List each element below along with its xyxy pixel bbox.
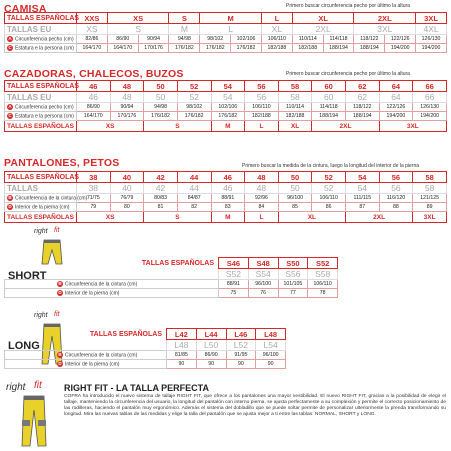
size-cell: XL: [261, 24, 292, 35]
short-eu-row: [5, 269, 338, 280]
measure-cell: 71/75: [77, 194, 111, 203]
logo-fit-text: fit: [54, 311, 60, 318]
measure-cell: 182/188: [245, 112, 279, 121]
cazadoras-note: Primero buscar circunferencia pecho por último la altura: [286, 71, 410, 77]
measure-cell: 102/106: [211, 103, 245, 112]
measure-cell: 170/176: [138, 44, 169, 53]
cazadoras-es-label: TALLAS ESPAÑOLAS: [5, 121, 77, 132]
logo-right-text: right: [34, 228, 48, 235]
badge-a-icon: A: [8, 35, 12, 41]
size-cell: M: [211, 121, 245, 132]
measure-cell: 85: [278, 203, 312, 212]
size-cell: 42: [144, 172, 178, 183]
size-cell: 38: [77, 183, 111, 194]
badge-b-icon: B: [8, 194, 12, 200]
logo-fit-text: fit: [34, 380, 42, 391]
size-cell: 58: [413, 183, 447, 194]
cazadoras-eu-label: TALLAS EU: [5, 92, 77, 103]
row-label: A Circunferencia pecho (cm): [5, 35, 77, 44]
measure-cell: 194/200: [416, 44, 447, 53]
measure-cell: 90: [226, 360, 256, 369]
size-cell: 2XL: [354, 13, 416, 24]
measure-cell: 182/188: [261, 44, 292, 53]
size-cell: 42: [144, 183, 178, 194]
row-label: A Circunferencia pecho (cm): [5, 103, 77, 112]
measure-cell: 188/194: [354, 44, 385, 53]
pantalones-eu-label: TALLAS: [5, 183, 77, 194]
pantalones-es-row: [5, 212, 447, 223]
pantalones-title: PANTALONES, PETOS: [4, 157, 120, 169]
measure-cell: 84: [245, 203, 279, 212]
measure-cell: 98/102: [200, 35, 231, 44]
size-cell: 40: [110, 183, 144, 194]
size-cell: 56: [379, 172, 413, 183]
measure-cell: 90: [256, 360, 286, 369]
measure-cell: 121/125: [413, 194, 447, 203]
size-cell: S: [107, 24, 169, 35]
camisa-title: CAMISA: [4, 3, 47, 15]
size-cell: L: [245, 212, 279, 223]
size-cell: XS: [77, 212, 144, 223]
size-cell: 48: [110, 92, 144, 103]
measure-cell: 76: [248, 289, 278, 298]
long-label: LONG: [8, 340, 40, 352]
pantalones-row-b: [5, 194, 447, 203]
size-cell: 62: [346, 92, 380, 103]
measure-cell: 89: [413, 203, 447, 212]
measure-cell: 188/194: [346, 112, 380, 121]
rightfit-title: RIGHT FIT - LA TALLA PERFECTA: [64, 383, 209, 393]
size-cell: S: [144, 121, 211, 132]
row-label: B Circunferencia de la cintura (cm): [5, 351, 167, 360]
measure-cell: 176/182: [200, 44, 231, 53]
measure-cell: 164/170: [77, 44, 108, 53]
row-label: D Interior de la pierna (cm): [5, 289, 219, 298]
measure-cell: 84/87: [177, 194, 211, 203]
measure-cell: 126/130: [416, 35, 447, 44]
cazadoras-num-label: TALLAS ESPAÑOLAS: [5, 81, 77, 92]
measure-cell: 76/79: [110, 194, 144, 203]
short-row-d: [5, 289, 338, 298]
size-cell: L: [200, 24, 262, 35]
measure-cell: 96/100: [248, 280, 278, 289]
measure-cell: 92/96: [245, 194, 279, 203]
measure-cell: 81/85: [167, 351, 197, 360]
size-cell: 3XL: [416, 13, 447, 24]
size-cell: 64: [379, 81, 413, 92]
measure-cell: 182/188: [278, 112, 312, 121]
size-cell: XL: [292, 13, 354, 24]
long-eu-row: [5, 340, 286, 351]
camisa-table: [4, 12, 447, 53]
measure-cell: 101/105: [278, 280, 308, 289]
measure-cell: 176/182: [211, 112, 245, 121]
row-label: D Interior de la pierna (cm): [5, 360, 167, 369]
short-row-b: [5, 280, 338, 289]
size-cell: 2XL: [346, 212, 413, 223]
cazadoras-es-row: [5, 121, 447, 132]
measure-cell: 88: [379, 203, 413, 212]
size-cell: M: [200, 13, 262, 24]
spacer-cell: [5, 340, 167, 351]
measure-cell: 118/122: [346, 103, 380, 112]
size-cell: 56: [379, 183, 413, 194]
size-cell: 64: [379, 92, 413, 103]
size-cell: M: [169, 24, 200, 35]
size-cell: 46: [211, 183, 245, 194]
measure-cell: 75: [219, 289, 249, 298]
badge-c-icon: C: [8, 44, 12, 50]
size-cell: 40: [110, 172, 144, 183]
measure-cell: 102/106: [231, 35, 262, 44]
measure-cell: 80/83: [144, 194, 178, 203]
measure-cell: 90: [196, 360, 226, 369]
size-cell: 48: [110, 81, 144, 92]
badge-b-icon: B: [58, 351, 62, 357]
cazadoras-eu-row: [5, 92, 447, 103]
size-cell: 52: [312, 172, 346, 183]
cazadoras-row-a: [5, 103, 447, 112]
size-cell: L42: [167, 329, 197, 340]
badge-b-icon: B: [58, 280, 62, 286]
measure-cell: 96/100: [256, 351, 286, 360]
row-label: B Circunferencia de la cintura (cm): [5, 280, 219, 289]
size-cell: S48: [248, 258, 278, 269]
row-label: C Estatura e la persona (cm): [5, 44, 77, 53]
measure-cell: 114/118: [323, 35, 354, 44]
size-cell: L48: [167, 340, 197, 351]
measure-cell: 164/170: [107, 44, 138, 53]
size-cell: 50: [144, 92, 178, 103]
cazadoras-row-c: [5, 112, 447, 121]
size-cell: 48: [245, 183, 279, 194]
badge-c-icon: C: [8, 112, 12, 118]
logo-right-text: right: [6, 382, 26, 393]
pantalones-eu-row: [5, 183, 447, 194]
measure-cell: 106/110: [308, 280, 338, 289]
pantalones-table: [4, 171, 447, 223]
measure-cell: 90: [167, 360, 197, 369]
measure-cell: 88/91: [219, 280, 249, 289]
measure-cell: 188/194: [312, 112, 346, 121]
size-cell: 62: [346, 81, 380, 92]
cazadoras-title: CAZADORAS, CHALECOS, BUZOS: [4, 68, 184, 80]
measure-cell: 77: [278, 289, 308, 298]
pantalones-es-label: TALLAS ESPAÑOLAS: [5, 212, 77, 223]
measure-cell: 122/126: [385, 35, 416, 44]
long-row-b: [5, 351, 286, 360]
measure-cell: 106/110: [245, 103, 279, 112]
size-cell: XL: [278, 121, 312, 132]
size-cell: 56: [245, 92, 279, 103]
size-cell: 52: [177, 92, 211, 103]
measure-cell: 81: [144, 203, 178, 212]
size-cell: 52: [312, 183, 346, 194]
camisa-note: Primero buscar circunferencia pecho por último la altura: [286, 3, 410, 9]
camisa-row-a: [5, 35, 447, 44]
measure-cell: 194/200: [385, 44, 416, 53]
measure-cell: 164/170: [77, 112, 111, 121]
size-cell: S58: [308, 269, 338, 280]
logo-fit-text: fit: [54, 227, 60, 234]
camisa-es-label: TALLAS ESPAÑOLAS: [5, 13, 77, 24]
size-cell: 44: [177, 172, 211, 183]
measure-cell: 90/94: [138, 35, 169, 44]
measure-cell: 110/114: [278, 103, 312, 112]
size-cell: 4XL: [416, 24, 447, 35]
badge-d-icon: D: [8, 203, 12, 209]
size-cell: 66: [413, 92, 447, 103]
size-cell: 52: [177, 81, 211, 92]
size-cell: 46: [211, 172, 245, 183]
long-table: [4, 328, 286, 369]
size-cell: L48: [256, 329, 286, 340]
logo-right-text: right: [34, 312, 48, 319]
row-label: B Circunferencia de la cintura (cm): [5, 194, 77, 203]
measure-cell: 82/86: [77, 35, 108, 44]
size-cell: 3XL: [379, 121, 446, 132]
measure-cell: 188/194: [323, 44, 354, 53]
cazadoras-table: [4, 80, 447, 132]
size-cell: S54: [248, 269, 278, 280]
long-es-row: [5, 329, 286, 340]
size-cell: 46: [77, 81, 111, 92]
size-cell: S56: [278, 269, 308, 280]
size-cell: L50: [196, 340, 226, 351]
rightfit-logo-main: [4, 376, 60, 448]
measure-cell: 86/90: [196, 351, 226, 360]
rightfit-pants-icon: [4, 376, 60, 448]
size-cell: 2XL: [312, 121, 379, 132]
camisa-es-row: [5, 13, 447, 24]
measure-cell: 94/98: [169, 35, 200, 44]
size-cell: L: [245, 121, 279, 132]
measure-cell: 86/90: [107, 35, 138, 44]
short-table: [4, 257, 338, 298]
long-es-label: TALLAS ESPAÑOLAS: [89, 330, 162, 338]
measure-cell: 86: [312, 203, 346, 212]
camisa-eu-label: TALLAS EU: [5, 24, 77, 35]
rightfit-body: COFRA ha introducido el nuevo sistema de tallaje RIGHT FIT, que ofrece a los pantalones una mayor vestibilidad. El nuevo RIGHT FIT, gracias a la posibilidad de elegir el tallaje, manteniendo la circunferencia del usuario, la longitud del pantalón con interno pierna, se ajusta perfectamente a su complexión y permite el correcto posicionamiento de las rodilleras, haciendo el pantalón muy ergonómico. Además el sistema del dobladillo que se puede soltar permite de personalizar ulteriormente la prenda transformando su longitud. Mira las nuevas tablas de las medidas y elige la talla del pantalón que se ajusta mejor a ti entre las tablas: NORMAL, SHORT y LONG.: [64, 394, 446, 417]
measure-cell: 194/200: [413, 112, 447, 121]
measure-cell: 176/182: [177, 112, 211, 121]
size-cell: 54: [211, 92, 245, 103]
size-cell: 48: [245, 172, 279, 183]
size-cell: 50: [278, 183, 312, 194]
size-cell: 56: [245, 81, 279, 92]
badge-d-icon: D: [58, 289, 62, 295]
size-cell: 3XL: [354, 24, 416, 35]
badge-d-icon: D: [58, 360, 62, 366]
measure-cell: 182/188: [292, 44, 323, 53]
measure-cell: 116/120: [379, 194, 413, 203]
measure-cell: 126/130: [413, 103, 447, 112]
camisa-eu-row: [5, 24, 447, 35]
pantalones-num-row: [5, 172, 447, 183]
measure-cell: 88/91: [211, 194, 245, 203]
size-cell: S46: [219, 258, 249, 269]
camisa-row-c: [5, 44, 447, 53]
size-cell: 38: [77, 172, 111, 183]
size-cell: XS: [77, 24, 108, 35]
row-label: D Interior de la pierna (cm): [5, 203, 77, 212]
pantalones-row-d: [5, 203, 447, 212]
measure-cell: 78: [308, 289, 338, 298]
long-row-d: [5, 360, 286, 369]
spacer-cell: [5, 269, 219, 280]
measure-cell: 170/176: [110, 112, 144, 121]
measure-cell: 194/200: [379, 112, 413, 121]
measure-cell: 87: [346, 203, 380, 212]
measure-cell: 118/122: [354, 35, 385, 44]
measure-cell: 110/114: [292, 35, 323, 44]
size-cell: 58: [413, 172, 447, 183]
size-cell: 60: [312, 92, 346, 103]
size-cell: XL: [278, 212, 345, 223]
cazadoras-num-row: [5, 81, 447, 92]
pantalones-num-label: TALLAS ESPAÑOLAS: [5, 172, 77, 183]
size-cell: 44: [177, 183, 211, 194]
size-cell: L44: [196, 329, 226, 340]
size-cell: 3XL: [413, 212, 447, 223]
size-cell: S52: [308, 258, 338, 269]
size-cell: 50: [278, 172, 312, 183]
measure-cell: 86/90: [77, 103, 111, 112]
size-cell: XXS: [77, 13, 108, 24]
size-cell: L: [261, 13, 292, 24]
measure-cell: 106/110: [261, 35, 292, 44]
size-cell: 60: [312, 81, 346, 92]
size-cell: 46: [77, 92, 111, 103]
size-cell: S50: [278, 258, 308, 269]
measure-cell: 176/182: [144, 112, 178, 121]
size-cell: S52: [219, 269, 249, 280]
measure-cell: 83: [211, 203, 245, 212]
size-cell: 50: [144, 81, 178, 92]
short-label: SHORT: [8, 270, 47, 282]
measure-cell: 91/95: [226, 351, 256, 360]
size-cell: XS: [77, 121, 144, 132]
measure-cell: 82: [177, 203, 211, 212]
measure-cell: 111/115: [346, 194, 380, 203]
size-cell: 66: [413, 81, 447, 92]
measure-cell: 90/94: [110, 103, 144, 112]
measure-cell: 122/126: [379, 103, 413, 112]
size-cell: 58: [278, 92, 312, 103]
short-es-label: TALLAS ESPAÑOLAS: [141, 259, 214, 267]
badge-a-icon: A: [8, 103, 12, 109]
size-cell: 2XL: [292, 24, 354, 35]
measure-cell: 114/118: [312, 103, 346, 112]
size-cell: XS: [107, 13, 169, 24]
measure-cell: 80: [110, 203, 144, 212]
size-cell: M: [211, 212, 245, 223]
measure-cell: 106/110: [312, 194, 346, 203]
size-cell: 54: [211, 81, 245, 92]
size-cell: L52: [226, 340, 256, 351]
size-cell: 54: [346, 183, 380, 194]
size-cell: L54: [256, 340, 286, 351]
measure-cell: 79: [77, 203, 111, 212]
measure-cell: 176/182: [231, 44, 262, 53]
pantalones-note: Primero buscar la medida de la cintura, luego la longitud del interior de la pierna: [242, 163, 420, 169]
size-cell: S: [144, 212, 211, 223]
measure-cell: 176/182: [169, 44, 200, 53]
size-cell: L46: [226, 329, 256, 340]
size-cell: S: [169, 13, 200, 24]
short-es-row: [5, 258, 338, 269]
size-cell: 58: [278, 81, 312, 92]
measure-cell: 94/98: [144, 103, 178, 112]
row-label: C Estatura e la persona (cm): [5, 112, 77, 121]
measure-cell: 96/100: [278, 194, 312, 203]
size-cell: 54: [346, 172, 380, 183]
measure-cell: 98/102: [177, 103, 211, 112]
